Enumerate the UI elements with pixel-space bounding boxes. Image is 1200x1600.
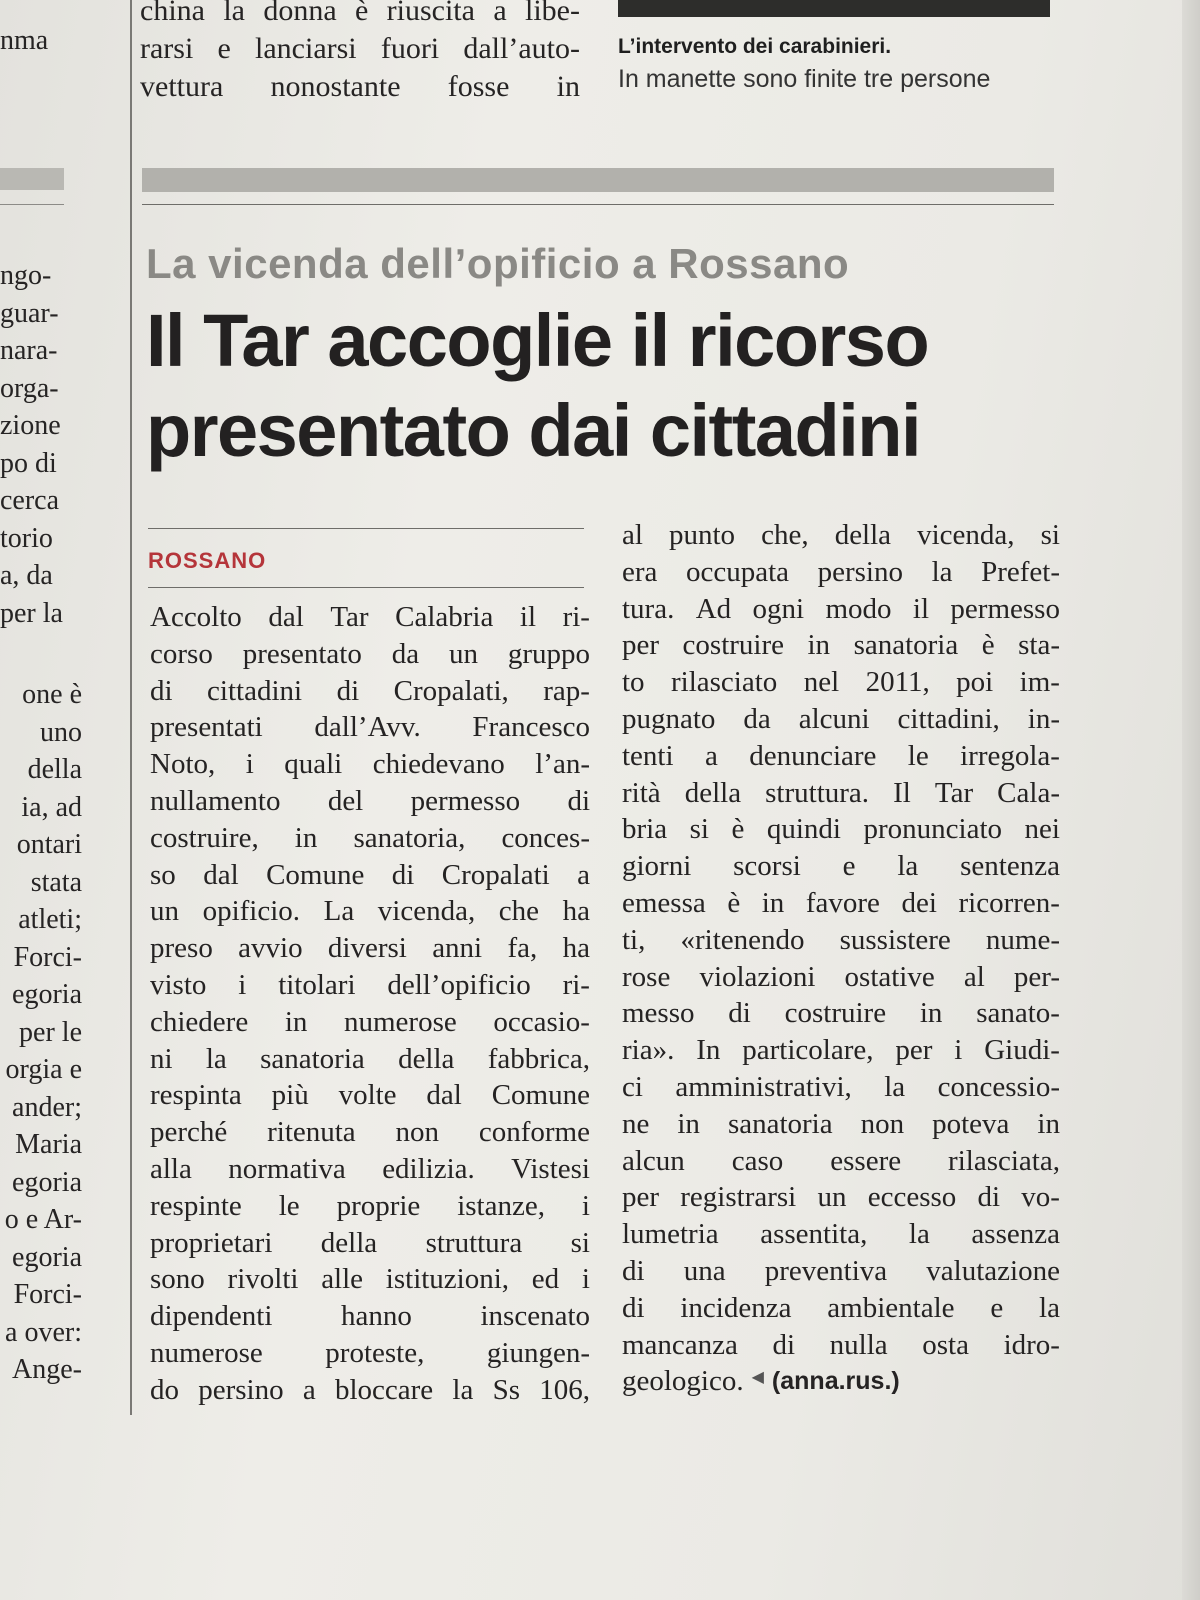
text-line: vettura nonostante fosse in (140, 70, 580, 103)
text-line: di incidenza ambientale e la (622, 1291, 1060, 1324)
title-line: Il Tar accoglie il ricorso (146, 299, 929, 382)
text-line: alcun caso essere rilasciata, (622, 1144, 1060, 1177)
text-line: un opificio. La vicenda, che ha (150, 895, 590, 928)
text-line: perché ritenuta non conforme (150, 1116, 590, 1149)
text-line: nma (0, 25, 49, 56)
text-line: egoria (12, 1241, 82, 1273)
text-line: di una preventiva valutazione (622, 1254, 1060, 1287)
text-line: della (27, 754, 82, 785)
text-line: rose violazioni ostative al per- (622, 960, 1060, 993)
text-line: orga- (0, 372, 59, 404)
text-line: per le (19, 1016, 82, 1048)
text-line: bria si è quindi pronunciato nei (622, 813, 1060, 846)
text-line: egoria (12, 1166, 82, 1198)
text-line: visto i titolari dell’opificio ri- (150, 968, 590, 1001)
text-line: ngo- (0, 260, 52, 291)
text-line: ni la sanatoria della fabbrica, (150, 1042, 590, 1075)
text-line: torio (0, 522, 53, 554)
page-edge (1182, 0, 1200, 1600)
text-line: di cittadini di Cropalati, rap- (150, 674, 590, 707)
text-line: a over: (5, 1316, 82, 1348)
text-line: uno (40, 716, 82, 748)
text-line: corso presentato da un gruppo (150, 637, 590, 670)
text-line: costruire, in sanatoria, conces- (150, 821, 590, 854)
text-line: rità della struttura. Il Tar Cala- (622, 776, 1060, 809)
text-line: nullamento del permesso di (150, 784, 590, 817)
text-line: giorni scorsi e la sentenza (622, 850, 1060, 883)
text-line: pugnato da alcuni cittadini, in- (622, 702, 1060, 735)
author-signature: (anna.rus.) (771, 1367, 900, 1396)
text-line: Noto, i quali chiedevano l’an- (150, 748, 590, 781)
previous-article-fragment (140, 0, 580, 106)
left-column-low (0, 676, 82, 1389)
text-line: so dal Comune di Cropalati a (150, 858, 590, 891)
title-line: presentato dai cittadini (146, 389, 921, 472)
text-line: zione (0, 410, 61, 441)
text-line: Maria (15, 1129, 82, 1160)
text-line: Accolto dal Tar Calabria il ri- (150, 601, 590, 633)
article-body-column-1 (150, 599, 590, 1409)
text-line: presentati dall’Avv. Francesco (150, 711, 590, 744)
end-marker-icon: ◀ (751, 1369, 764, 1387)
text-line: nara- (0, 335, 58, 366)
text-line: do persino a bloccare la Ss 106, (150, 1373, 590, 1406)
caption-bold: L’intervento dei carabinieri. (618, 35, 892, 58)
text-line: rarsi e lanciarsi fuori dall’auto- (140, 32, 580, 65)
text-line: stata (30, 866, 82, 898)
text-line: ander; (12, 1091, 82, 1123)
left-rule (0, 204, 64, 205)
text-line: to rilasciato nel 2011, poi im- (622, 666, 1060, 699)
text-line: tenti a denunciare le irregola- (622, 739, 1060, 772)
text-line: ia, ad (21, 791, 82, 823)
text-line: Forci- (13, 1279, 82, 1310)
text-line: tura. Ad ogni modo il permesso (622, 592, 1060, 625)
text-line: po di (0, 447, 57, 479)
text-line: lumetria assentita, la assenza (622, 1218, 1060, 1251)
text-line: ti, «ritenendo sussistere nume- (622, 923, 1060, 956)
article-body-column-2 (622, 517, 1060, 1400)
text-line: geologico. ◀ (anna.rus.) (622, 1363, 1060, 1400)
text-line: respinta più volte dal Comune (150, 1079, 590, 1112)
photo-bottom-edge (618, 0, 1050, 17)
text-line: per costruire in sanatoria è sta- (622, 629, 1060, 662)
left-column-mid (0, 257, 63, 632)
text-line: ria». In particolare, per i Giudi- (622, 1034, 1060, 1067)
text-line: messo di costruire in sanato- (622, 997, 1060, 1030)
text-line: Forci- (13, 941, 82, 973)
text-line: proprietari della struttura si (150, 1226, 590, 1259)
text-line: ontari (16, 829, 82, 860)
section-rule (142, 204, 1054, 205)
byline-rule-bottom (148, 587, 584, 588)
text-line: chiedere in numerose occasio- (150, 1005, 590, 1038)
text-line: egoria (12, 979, 82, 1010)
text-line: al punto che, della vicenda, si (622, 519, 1060, 551)
text-line: preso avvio diversi anni fa, ha (150, 932, 590, 965)
text-line: cerca (0, 485, 60, 516)
text-line: o e Ar- (4, 1204, 82, 1235)
text-line: respinte le proprie istanze, i (150, 1189, 590, 1222)
text-line: mancanza di nulla osta idro- (622, 1328, 1060, 1361)
left-column-top (0, 22, 48, 60)
caption-text: In manette sono finite tre persone (618, 65, 991, 93)
text-line: per registrarsi un eccesso di vo- (622, 1181, 1060, 1214)
article-title (146, 296, 1076, 476)
text-line: guar- (0, 297, 59, 329)
text-line: a, da (0, 560, 53, 591)
text-line: ci amministrativi, la concessio- (622, 1070, 1060, 1103)
column-divider (130, 0, 132, 1415)
text-line: one è (22, 679, 82, 710)
section-grey-bar (142, 168, 1054, 192)
text-line: era occupata persino la Prefet- (622, 555, 1060, 588)
text-line: emessa è in favore dei ricorren- (622, 886, 1060, 919)
text-line: sono rivolti alle istituzioni, ed i (150, 1263, 590, 1296)
left-grey-bar (0, 168, 64, 190)
text-line: orgia e (5, 1054, 82, 1085)
text-line: alla normativa edilizia. Vistesi (150, 1152, 590, 1185)
photo-caption (618, 32, 1058, 96)
text-line: dipendenti hanno inscenato (150, 1300, 590, 1333)
byline-location: ROSSANO (148, 548, 267, 573)
text-line: Ange- (12, 1354, 82, 1385)
text-line: atleti; (18, 904, 82, 935)
text-line: china la donna è riuscita a libe- (140, 0, 580, 27)
text-line: per la (0, 597, 63, 629)
text-line: numerose proteste, giungen- (150, 1336, 590, 1369)
article-kicker: La vicenda dell’opificio a Rossano (146, 240, 850, 287)
text-line: ne in sanatoria non poteva in (622, 1107, 1060, 1140)
byline-rule-top (148, 528, 584, 529)
